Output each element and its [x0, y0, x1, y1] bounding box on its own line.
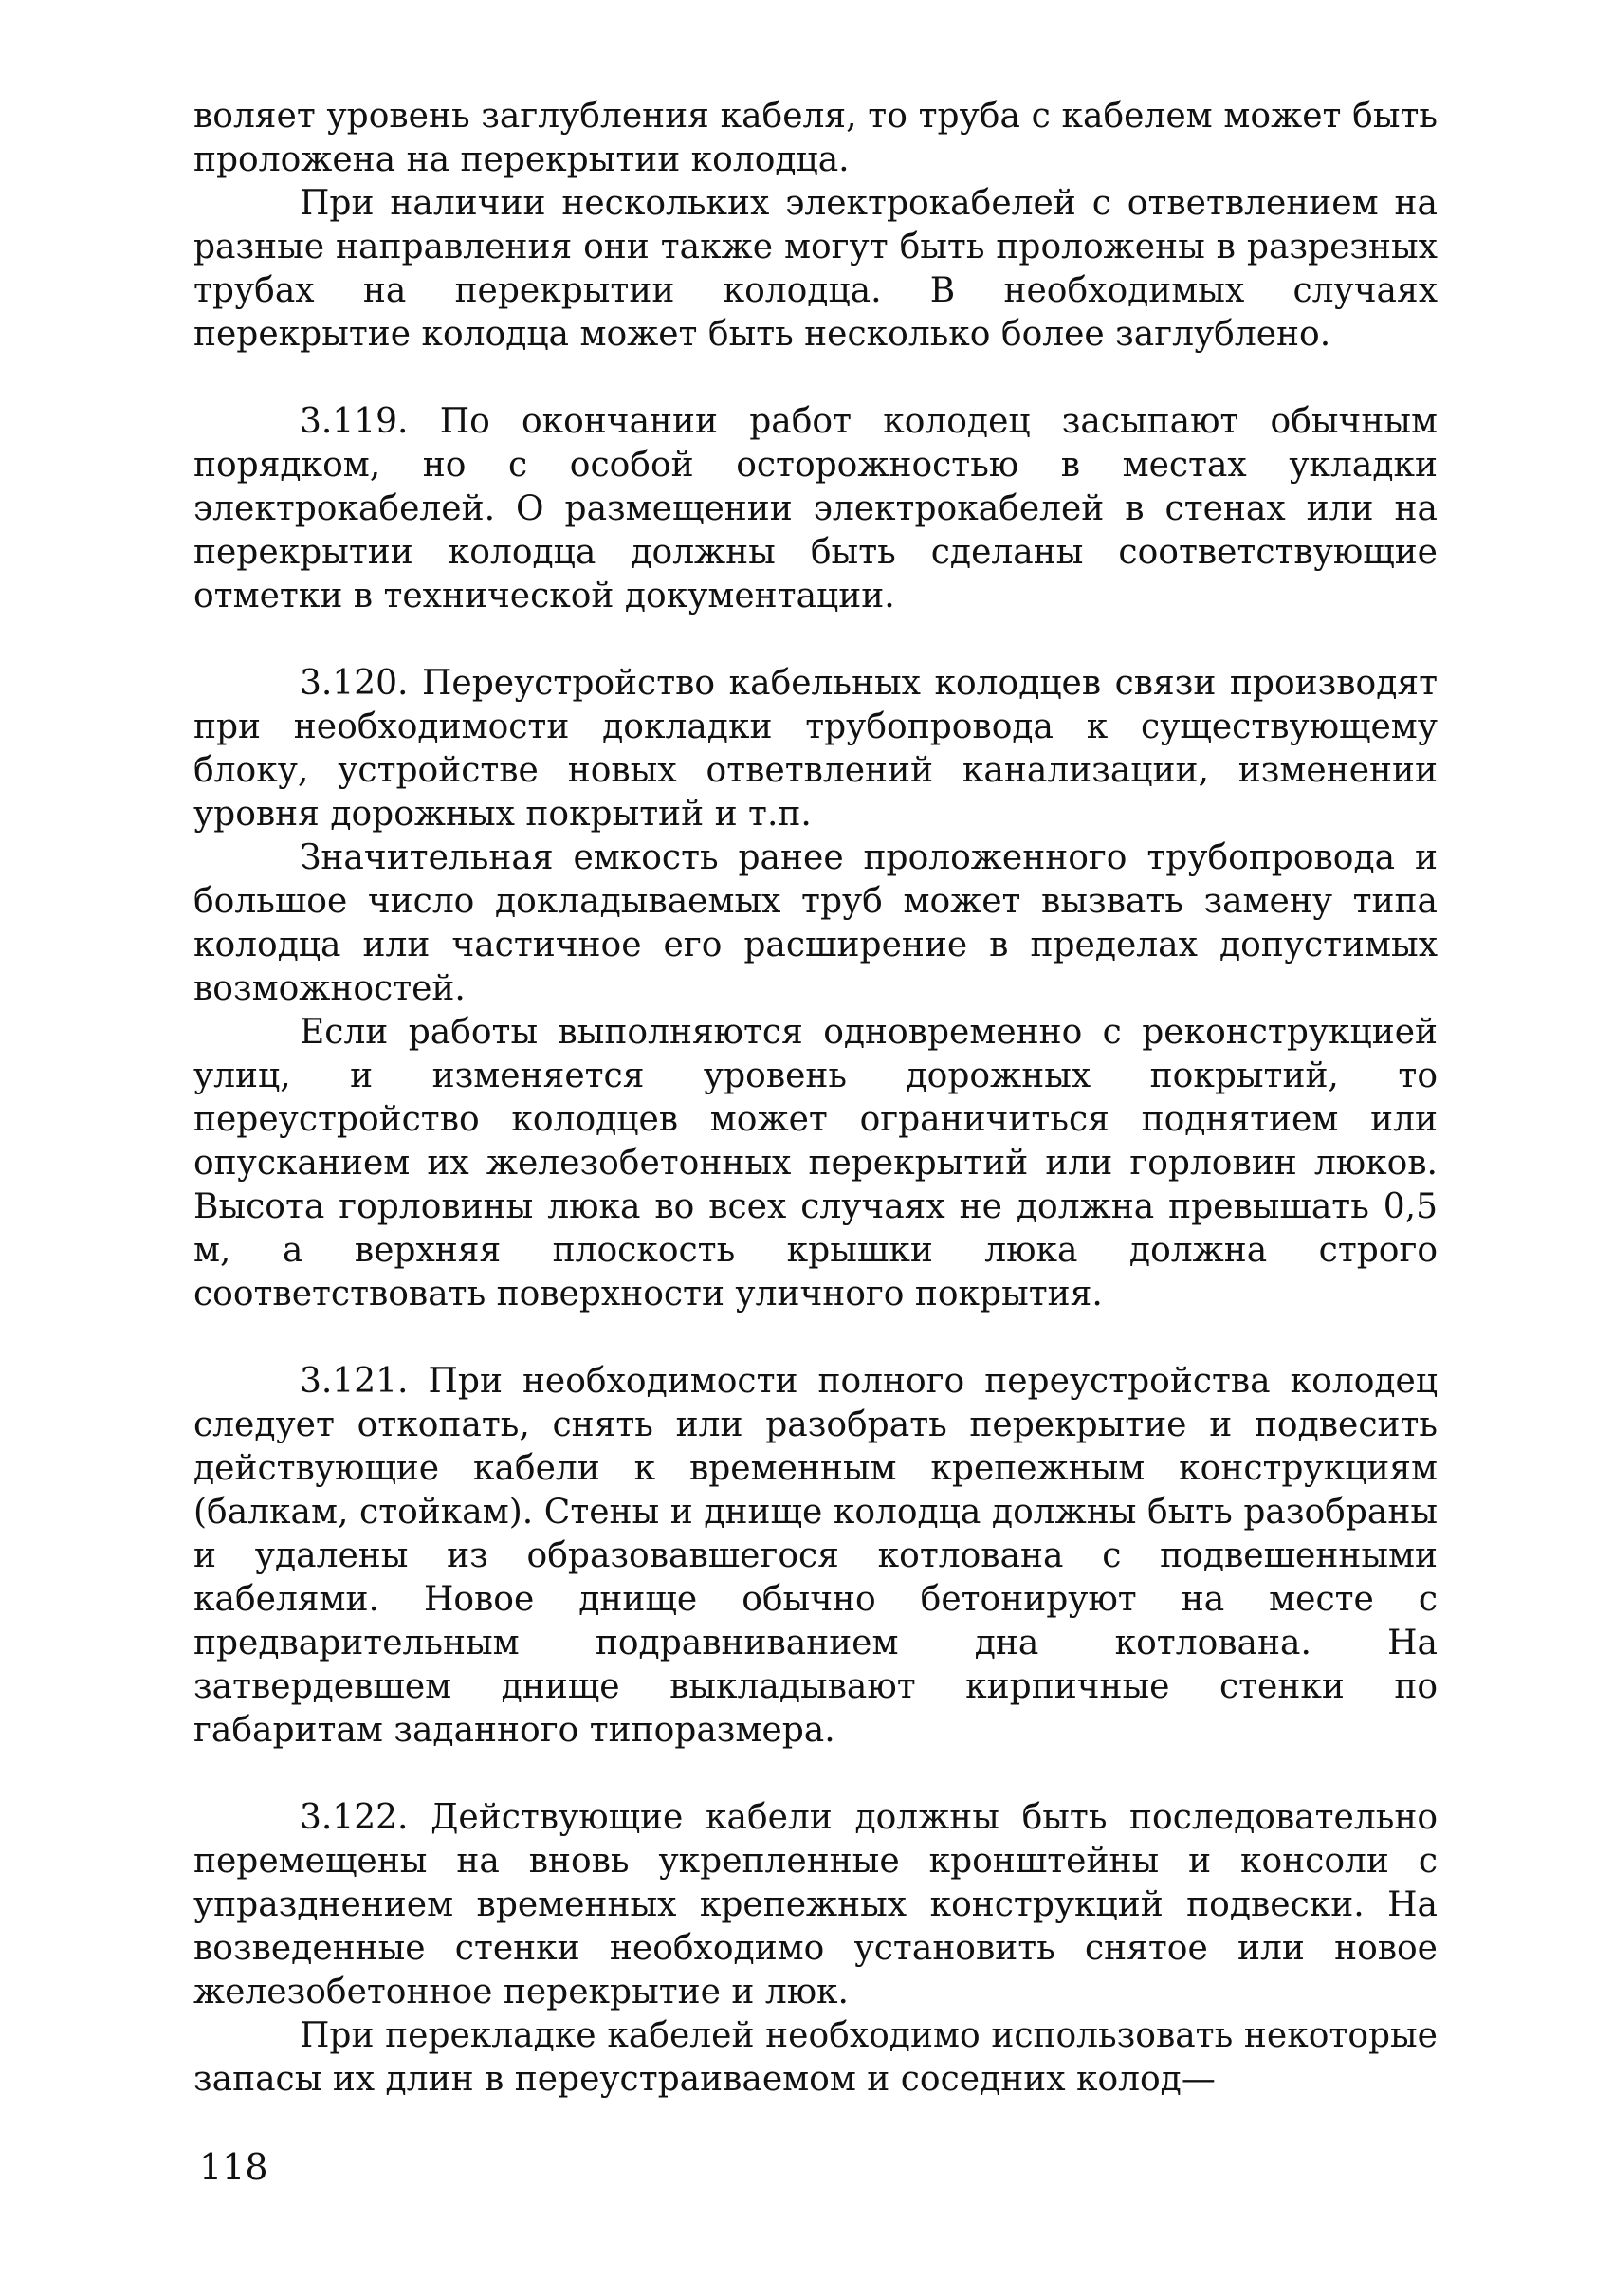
paragraph-3-119: 3.119. По окончании работ колодец засыпают обычным порядком, но с особой осторожностью в местах укладки электрокабелей. О размещении электрокабелей в стенах или на перекрытии колодца должны быть сделаны соответствующие отметки в технической документации. — [193, 402, 1438, 615]
paragraph-cable-relaying: При перекладке кабелей необходимо использовать некоторые запасы их длин в переустраиваемом и соседних колод— — [193, 2016, 1438, 2099]
paragraph-capacity: Значительная емкость ранее проложенного трубопровода и большое число докладываемых труб может вызвать замену типа колодца или частичное его расширение в пределах допустимых возможностей. — [193, 838, 1438, 1008]
page-number: 118 — [199, 2146, 268, 2188]
page-body — [193, 95, 1438, 2276]
paragraph-3-121: 3.121. При необходимости полного переустройства колодец следует откопать, снять или разобрать перекрытие и подвесить действующие кабели к временным крепежным конструкциям (балкам, стойкам). Стены и днище колодца должны быть разобраны и удалены из образовавшегося котлована с подвешенными кабелями. Новое днище обычно бетонируют на месте с предварительным подравниванием дна котлована. На затвердевшем днище выкладывают кирпичные стенки по габаритам заданного типоразмера. — [193, 1362, 1438, 1750]
paragraph-continuation: воляет уровень заглубления кабеля, то труба с кабелем может быть проложена на перекрытии колодца. — [193, 97, 1438, 179]
paragraph-3-120: 3.120. Переустройство кабельных колодцев связи производят при необходимости докладки трубопровода к существующему блоку, устройстве новых ответвлений канализации, изменении уровня дорожных покрытий и т.п. — [193, 664, 1438, 834]
paragraph-3-122: 3.122. Действующие кабели должны быть последовательно перемещены на вновь укрепленные кронштейны и консоли с упразднением временных крепежных конструкций подвески. На возведенные стенки необходимо установить снятое или новое железобетонное перекрытие и люк. — [193, 1798, 1438, 2011]
paragraph-street-reconstruction: Если работы выполняются одновременно с реконструкцией улиц, и изменяется уровень дорожных покрытий, то переустройство колодцев может ограничиться поднятием или опусканием их железобетонных перекрытий или горловин люков. Высота горловины люка во всех случаях не должна превышать 0,5 м, а верхняя плоскость крышки люка должна строго соответствовать поверхности уличного покрытия. — [193, 1013, 1438, 1313]
paragraph-cable-branches: При наличии нескольких электрокабелей с ответвлением на разные направления они также могут быть проложены в разрезных трубах на перекрытии колодца. В необходимых случаях перекрытие колодца может быть несколько более заглублено. — [193, 184, 1438, 354]
